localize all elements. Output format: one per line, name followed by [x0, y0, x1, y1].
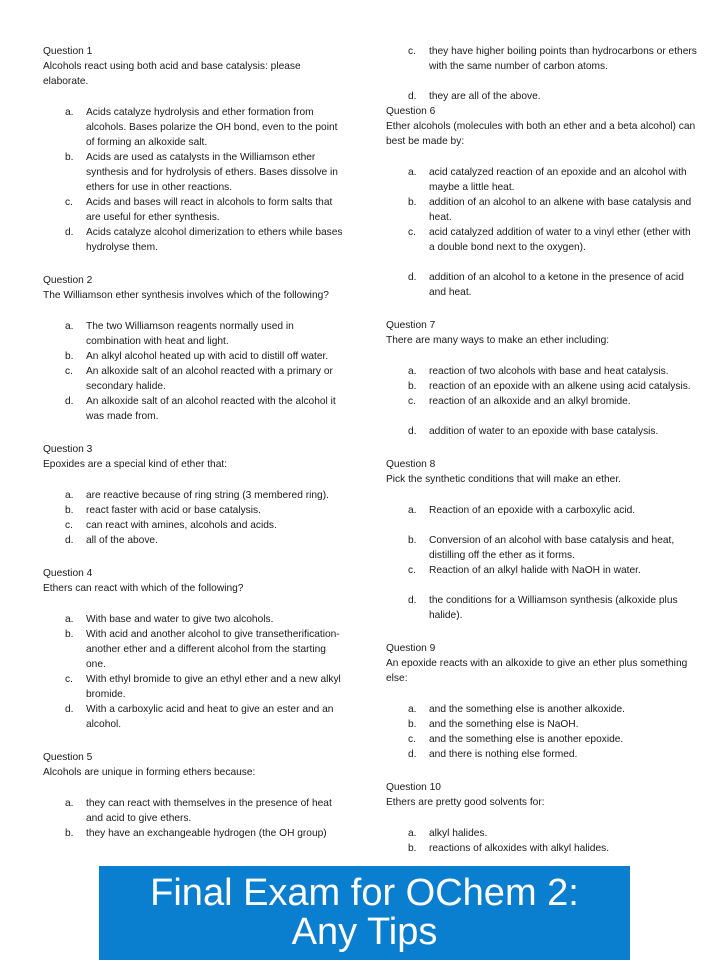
option-d: [386, 270, 698, 300]
question-text: An epoxide reacts with an alkoxide to give an ether plus something else:: [386, 658, 688, 684]
question-text: There are many ways to make an ether including:: [386, 335, 610, 346]
question-text: Ethers can react with which of the following?: [43, 583, 244, 594]
option-list: [386, 364, 698, 439]
option-a: [43, 105, 348, 150]
option-d: [43, 533, 348, 548]
option-letter: c.: [408, 46, 416, 57]
option-d: [386, 89, 698, 104]
option-list: [43, 319, 348, 424]
right-column: [386, 44, 698, 874]
option-text: and there is nothing else formed.: [429, 749, 578, 760]
question-title: Question 10: [386, 782, 441, 793]
option-letter: d.: [65, 704, 74, 715]
option-text: The two Williamson reagents normally used in combination with heat and light.: [86, 321, 294, 347]
option-list: [386, 826, 698, 856]
left-column: [43, 44, 348, 859]
option-text: Acids catalyze alcohol dimerization to ethers while bases hydrolyse them.: [86, 227, 343, 253]
question-text: Alcohols are unique in forming ethers because:: [43, 767, 256, 778]
option-letter: a.: [65, 614, 74, 625]
option-text: With base and water to give two alcohols.: [86, 614, 274, 625]
option-text: and the something else is NaOH.: [429, 719, 579, 730]
question-5: [43, 750, 348, 841]
option-text: With ethyl bromide to give an ethyl ether and a new alkyl bromide.: [86, 674, 341, 700]
option-letter: d.: [65, 227, 74, 238]
option-d: [386, 747, 698, 762]
option-letter: d.: [65, 535, 74, 546]
option-b: [386, 533, 698, 563]
option-letter: a.: [408, 505, 417, 516]
question-title: Question 1: [43, 46, 93, 57]
option-c: [386, 732, 698, 747]
option-list: [386, 503, 698, 623]
option-text: they have higher boiling points than hydrocarbons or ethers with the same number of carbon atoms.: [429, 46, 697, 72]
question-5-continued-options: [386, 44, 698, 104]
option-letter: a.: [65, 798, 74, 809]
option-letter: b.: [65, 152, 74, 163]
option-text: An alkyl alcohol heated up with acid to distill off water.: [86, 351, 329, 362]
question-title: Question 7: [386, 320, 436, 331]
option-letter: b.: [408, 843, 417, 854]
question-title: Question 4: [43, 568, 93, 579]
option-text: they can react with themselves in the presence of heat and acid to give ethers.: [86, 798, 332, 824]
option-b: [43, 503, 348, 518]
option-letter: c.: [408, 227, 416, 238]
question-text: Ethers are pretty good solvents for:: [386, 797, 545, 808]
option-a: [43, 488, 348, 503]
option-letter: d.: [65, 396, 74, 407]
option-letter: a.: [65, 321, 74, 332]
question-title: Question 3: [43, 444, 93, 455]
option-d: [386, 424, 698, 439]
question-9: [386, 641, 698, 762]
option-text: Acids and bases will react in alcohols to form salts that are useful for ether synthesis.: [86, 197, 333, 223]
question-10: [386, 780, 698, 856]
option-letter: c.: [408, 565, 416, 576]
option-list: [43, 105, 348, 255]
option-letter: a.: [65, 107, 74, 118]
option-letter: c.: [65, 674, 73, 685]
option-letter: b.: [65, 828, 74, 839]
option-letter: c.: [65, 520, 73, 531]
option-text: addition of an alcohol to a ketone in the presence of acid and heat.: [429, 272, 684, 298]
option-a: [386, 702, 698, 717]
option-text: addition of water to an epoxide with base catalysis.: [429, 426, 659, 437]
option-text: acid catalyzed addition of water to a vinyl ether (ether with a double bond next to the oxygen).: [429, 227, 691, 253]
option-letter: d.: [408, 426, 417, 437]
option-letter: a.: [408, 704, 417, 715]
option-d: [386, 593, 698, 623]
option-b: [386, 717, 698, 732]
option-letter: d.: [408, 749, 417, 760]
option-text: Reaction of an alkyl halide with NaOH in water.: [429, 565, 641, 576]
option-text: reaction of an alkoxide and an alkyl bromide.: [429, 396, 631, 407]
option-text: all of the above.: [86, 535, 158, 546]
question-text: Alcohols react using both acid and base catalysis: please elaborate.: [43, 61, 301, 87]
option-text: reactions of alkoxides with alkyl halides.: [429, 843, 610, 854]
option-list: [43, 612, 348, 732]
option-text: and the something else is another alkoxide.: [429, 704, 625, 715]
option-a: [386, 826, 698, 841]
option-b: [43, 150, 348, 195]
option-text: are reactive because of ring string (3 membered ring).: [86, 490, 329, 501]
question-3: [43, 442, 348, 548]
option-text: With a carboxylic acid and heat to give an ester and an alcohol.: [86, 704, 334, 730]
option-b: [43, 627, 348, 672]
option-text: Acids are used as catalysts in the Williamson ether synthesis and for hydrolysis of ethers. Bases dissolve in ethers for use in other reactions.: [86, 152, 338, 193]
question-2: [43, 273, 348, 424]
option-c: [43, 364, 348, 394]
option-b: [386, 195, 698, 225]
option-a: [386, 364, 698, 379]
option-list: [43, 488, 348, 548]
option-d: [43, 394, 348, 424]
option-c: [386, 225, 698, 255]
option-text: and the something else is another epoxide.: [429, 734, 624, 745]
option-a: [386, 503, 698, 518]
option-list: [386, 165, 698, 300]
option-b: [43, 349, 348, 364]
option-b: [386, 841, 698, 856]
option-b: [43, 826, 348, 841]
option-text: can react with amines, alcohols and acids.: [86, 520, 277, 531]
option-list: [43, 796, 348, 841]
option-text: they have an exchangeable hydrogen (the OH group): [86, 828, 327, 839]
question-7: [386, 318, 698, 439]
question-text: Ether alcohols (molecules with both an ether and a beta alcohol) can best be made by:: [386, 121, 696, 147]
option-text: the conditions for a Williamson synthesis (alkoxide plus halide).: [429, 595, 678, 621]
option-letter: a.: [408, 366, 417, 377]
question-1: [43, 44, 348, 255]
option-a: [43, 612, 348, 627]
option-text: Acids catalyze hydrolysis and ether formation from alcohols. Bases polarize the OH bond, even to the point of forming an alkoxide salt.: [86, 107, 338, 148]
option-letter: c.: [65, 197, 73, 208]
option-letter: d.: [408, 272, 417, 283]
option-letter: b.: [408, 719, 417, 730]
option-text: Conversion of an alcohol with base catalysis and heat, distilling off the ether as it forms.: [429, 535, 675, 561]
question-title: Question 5: [43, 752, 93, 763]
option-letter: a.: [65, 490, 74, 501]
question-title: Question 8: [386, 459, 436, 470]
option-letter: c.: [408, 396, 416, 407]
option-text: acid catalyzed reaction of an epoxide and an alcohol with maybe a little heat.: [429, 167, 687, 193]
option-text: With acid and another alcohol to give transetherification- another ether and a different alcohol from the starting one.: [86, 629, 340, 670]
option-letter: d.: [408, 595, 417, 606]
option-letter: c.: [65, 366, 73, 377]
option-c: [43, 672, 348, 702]
option-text: An alkoxide salt of an alcohol reacted with the alcohol it was made from.: [86, 396, 336, 422]
option-c: [386, 44, 698, 74]
option-letter: b.: [65, 505, 74, 516]
option-a: [43, 319, 348, 349]
option-c: [43, 195, 348, 225]
option-a: [386, 165, 698, 195]
option-letter: b.: [408, 381, 417, 392]
option-letter: b.: [408, 535, 417, 546]
option-text: they are all of the above.: [429, 91, 541, 102]
question-text: The Williamson ether synthesis involves which of the following?: [43, 290, 329, 301]
option-text: addition of an alcohol to an alkene with base catalysis and heat.: [429, 197, 692, 223]
option-letter: c.: [408, 734, 416, 745]
question-text: Pick the synthetic conditions that will make an ether.: [386, 474, 621, 485]
question-4: [43, 566, 348, 732]
option-text: reaction of two alcohols with base and heat catalysis.: [429, 366, 669, 377]
option-letter: d.: [408, 91, 417, 102]
question-title: Question 6: [386, 106, 436, 117]
option-a: [43, 796, 348, 826]
option-text: Reaction of an epoxide with a carboxylic acid.: [429, 505, 636, 516]
option-letter: b.: [65, 629, 74, 640]
option-text: alkyl halides.: [429, 828, 488, 839]
option-d: [43, 225, 348, 255]
option-letter: a.: [408, 828, 417, 839]
option-text: An alkoxide salt of an alcohol reacted with a primary or secondary halide.: [86, 366, 333, 392]
banner-title: Final Exam for OChem 2: Any Tips: [150, 872, 579, 953]
question-text: Epoxides are a special kind of ether that:: [43, 459, 228, 470]
option-text: react faster with acid or base catalysis.: [86, 505, 261, 516]
option-letter: a.: [408, 167, 417, 178]
question-title: Question 2: [43, 275, 93, 286]
question-title: Question 9: [386, 643, 436, 654]
option-c: [386, 394, 698, 409]
question-6: [386, 104, 698, 300]
option-letter: b.: [65, 351, 74, 362]
option-list: [386, 702, 698, 762]
option-c: [43, 518, 348, 533]
option-letter: b.: [408, 197, 417, 208]
option-b: [386, 379, 698, 394]
option-text: reaction of an epoxide with an alkene using acid catalysis.: [429, 381, 691, 392]
option-c: [386, 563, 698, 578]
title-banner: [99, 866, 630, 960]
question-8: [386, 457, 698, 623]
option-d: [43, 702, 348, 732]
